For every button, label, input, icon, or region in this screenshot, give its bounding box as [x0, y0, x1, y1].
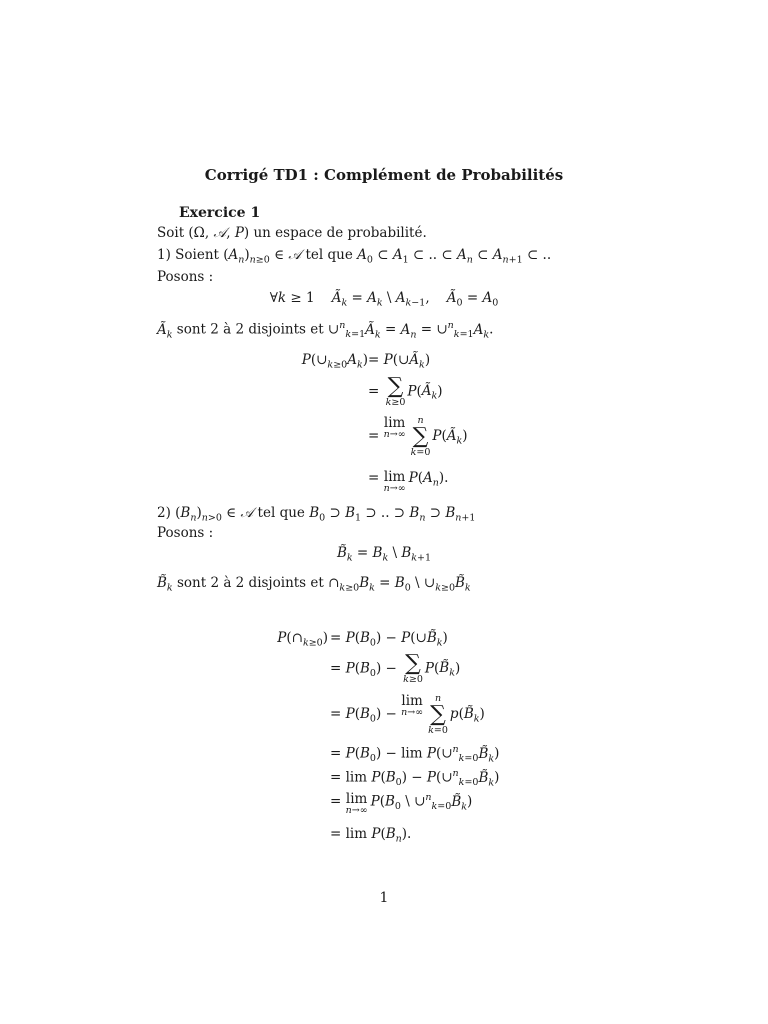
eq1-row-1: = $P(\cup Ã_k)$: [368, 352, 431, 371]
text-line-6: 2) $(B_n)_{n>0}$ ∈ 𝒜 tel que $B_0$ ⊃ $B_1$ ⊃ .. ⊃ $B_n$ ⊃ $B_{n+1}$: [157, 505, 476, 524]
eq2-row-4: = $P(B_0) - \lim$ $P(\cup^n_{k=0}B̃_k)$: [330, 744, 500, 765]
eq2-row-2: = $P(B_0)$ − ∑ k≥0 $P(B̃_k)$: [330, 651, 461, 685]
text-line-3: Posons :: [157, 269, 214, 285]
text-line-5: $Ã_k$ sont 2 à 2 disjoints et $\cup^n_{k=1}Ã_k = A_n$ = $\cup^n_{k=1}A_k$.: [157, 320, 494, 341]
page-title: Corrigé TD1 : Complément de Probabilités: [204, 166, 564, 184]
eq2-lhs: $P(\cap_{k\ge 0})$: [277, 630, 328, 649]
text-line-7: Posons :: [157, 525, 214, 541]
exercise-heading: Exercice 1: [179, 205, 261, 221]
eq2-row-1: = $P(B_0)$ − $P(\cup B̃_k)$: [330, 630, 448, 649]
page-number: 1: [379, 890, 389, 906]
text-line-1: Soit (Ω, 𝒜, P) un espace de probabilité.: [157, 225, 427, 241]
definition-a-tilde: ∀k ≥ 1 $Ã_k = A_k$ \ $A_{k-1}$, $Ã_0 = A_0$: [269, 290, 499, 309]
eq1-row-4: = lim n→∞ $P(A_n)$.: [368, 469, 449, 495]
eq2-row-6: = lim n→∞ $P(B_0$ \ $\cup^n_{k=0}B̃_k$): [330, 791, 473, 817]
eq2-row-7: = $\lim P(B_n)$.: [330, 826, 412, 845]
definition-b-tilde: $B̃_k = B_k$ \ $B_{k+1}$: [336, 545, 432, 564]
eq2-row-3: = $P(B_0) - \lim$ n→∞ n ∑ k=0 $p(B̃_k)$: [330, 693, 485, 736]
text-line-9: $B̃_k$ sont 2 à 2 disjoints et $\cap_{k\ge 0}B_k = B_0$ \ $\cup_{k\ge 0}B̃_k$: [157, 575, 471, 594]
eq2-row-5: = $\lim P(B_0)$ − $P(\cup^n_{k=0}B̃_k)$: [330, 768, 500, 789]
eq1-row-2: = ∑ k≥0 $P(Ã_k)$: [368, 374, 443, 408]
text-line-2: 1) Soient $(A_n)_{n\ge 0}$ ∈ 𝒜 tel que $A_0$ ⊂ $A_1$ ⊂ .. ⊂ $A_n$ ⊂ $A_{n+1}$ ⊂ ..: [157, 247, 552, 266]
eq1-row-3: = lim n→∞ n ∑ k=0 $P(Ã_k)$: [368, 415, 468, 458]
eq1-lhs: $P(\cup_{k\ge 0}A_k)$: [301, 352, 368, 371]
